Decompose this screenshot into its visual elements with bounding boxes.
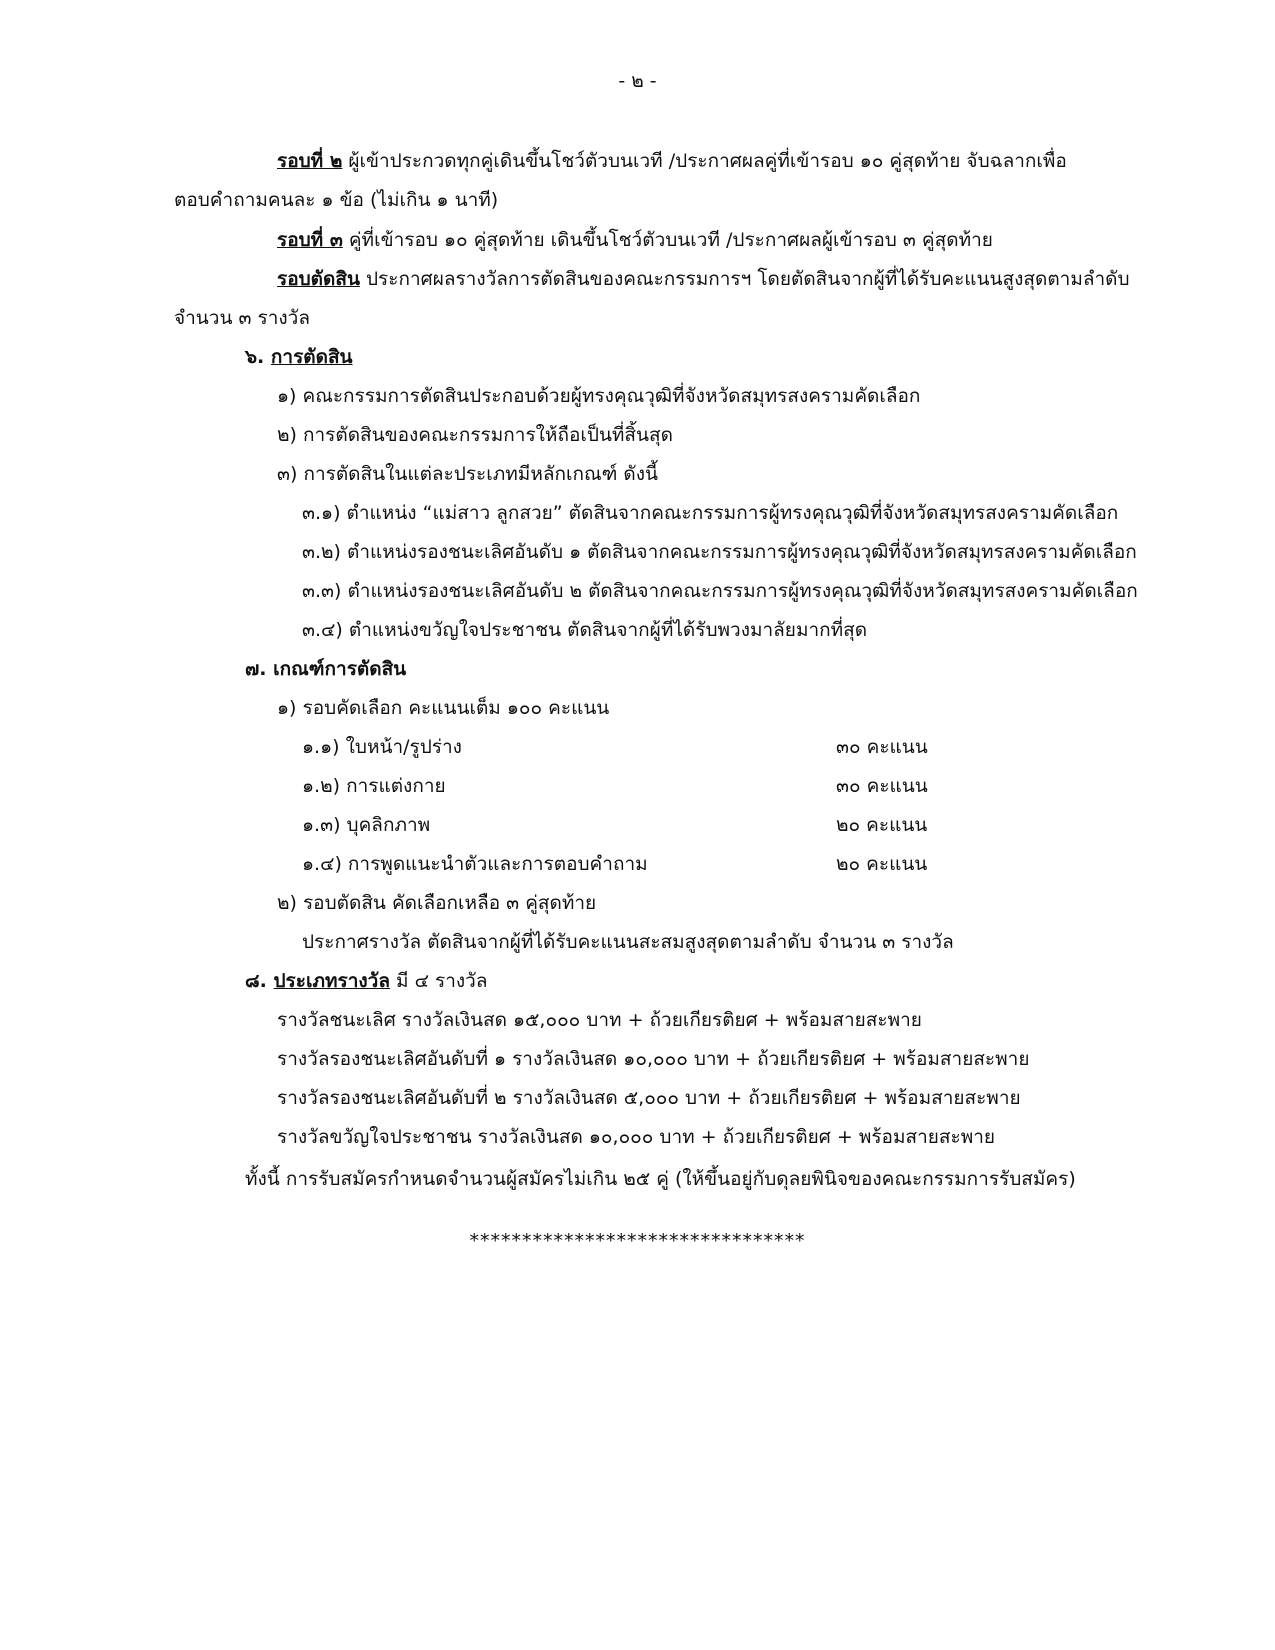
section6-subitem-2: ๓.๒) ตำแหน่งรองชนะเลิศอันดับ ๑ ตัดสินจากคณะกรรมการผู้ทรงคุณวุฒิที่จังหวัดสมุทรสงครามคัดเลือก xyxy=(302,541,1137,563)
section7-item-1: ๑) รอบคัดเลือก คะแนนเต็ม ๑๐๐ คะแนน xyxy=(277,697,610,719)
award-line-4: รางวัลขวัญใจประชาชน รางวัลเงินสด ๑๐,๐๐๐ บาท + ถ้วยเกียรติยศ + พร้อมสายสะพาย xyxy=(277,1126,996,1148)
end-marker: ******************************** xyxy=(469,1230,806,1252)
criteria-points: ๒๐ คะแนน xyxy=(836,853,928,875)
round3-label: รอบที่ ๓ xyxy=(277,229,343,251)
closing-note: ทั้งนี้ การรับสมัครกำหนดจำนวนผู้สมัครไม่เกิน ๒๕ คู่ (ให้ขึ้นอยู่กับดุลยพินิจของคณะกรรมการรับสมัคร) xyxy=(245,1168,1076,1190)
section8-heading xyxy=(245,968,487,994)
award-line-3: รางวัลรองชนะเลิศอันดับที่ ๒ รางวัลเงินสด ๕,๐๐๐ บาท + ถ้วยเกียรติยศ + พร้อมสายสะพาย xyxy=(277,1087,1021,1109)
section6-subitem-3: ๓.๓) ตำแหน่งรองชนะเลิศอันดับ ๒ ตัดสินจากคณะกรรมการผู้ทรงคุณวุฒิที่จังหวัดสมุทรสงครามคัดเลือก xyxy=(302,580,1138,602)
award-line-2: รางวัลรองชนะเลิศอันดับที่ ๑ รางวัลเงินสด ๑๐,๐๐๐ บาท + ถ้วยเกียรติยศ + พร้อมสายสะพาย xyxy=(277,1048,1030,1070)
section8-suffix: มี ๔ รางวัล xyxy=(389,970,488,992)
criteria-points: ๓๐ คะแนน xyxy=(836,736,928,758)
section6-item-1: ๑) คณะกรรมการตัดสินประกอบด้วยผู้ทรงคุณวุฒิที่จังหวัดสมุทรสงครามคัดเลือก xyxy=(277,385,921,407)
section6-heading xyxy=(245,344,353,370)
award-line-1: รางวัลชนะเลิศ รางวัลเงินสด ๑๕,๐๐๐ บาท + ถ้วยเกียรติยศ + พร้อมสายสะพาย xyxy=(277,1009,922,1031)
section7-heading: ๗. เกณฑ์การตัดสิน xyxy=(245,658,407,680)
section7-item-2-detail: ประกาศรางวัล ตัดสินจากผู้ที่ได้รับคะแนนสะสมสูงสุดตามลำดับ จำนวน ๓ รางวัล xyxy=(302,931,954,953)
final-round-text: ประกาศผลรางวัลการตัดสินของคณะกรรมการฯ โดยตัดสินจากผู้ที่ได้รับคะแนนสูงสุดตามลำดับ xyxy=(359,268,1130,290)
page-number: - ๒ - xyxy=(618,70,657,92)
round2-line2: ตอบคำถามคนละ ๑ ข้อ (ไม่เกิน ๑ นาที) xyxy=(174,189,499,211)
final-round-line2: จำนวน ๓ รางวัล xyxy=(174,307,310,329)
round2-text: ผู้เข้าประกวดทุกคู่เดินขึ้นโชว์ตัวบนเวที /ประกาศผลคู่ที่เข้ารอบ ๑๐ คู่สุดท้าย จับฉลากเพื่อ xyxy=(342,150,1067,172)
criteria-row xyxy=(0,773,1275,799)
section8-title: ประเภทรางวัล xyxy=(273,970,390,992)
section6-item-3: ๓) การตัดสินในแต่ละประเภทมีหลักเกณฑ์ ดังนี้ xyxy=(277,463,659,485)
criteria-points: ๓๐ คะแนน xyxy=(836,775,928,797)
criteria-label: ๑.๒) การแต่งกาย xyxy=(302,775,446,797)
round3-text: คู่ที่เข้ารอบ ๑๐ คู่สุดท้าย เดินขึ้นโชว์ตัวบนเวที /ประกาศผลผู้เข้ารอบ ๓ คู่สุดท้าย xyxy=(342,229,993,251)
criteria-row xyxy=(0,851,1275,877)
section6-subitem-4: ๓.๔) ตำแหน่งขวัญใจประชาชน ตัดสินจากผู้ที่ได้รับพวงมาลัยมากที่สุด xyxy=(302,619,868,641)
criteria-points: ๒๐ คะแนน xyxy=(836,814,928,836)
section7-item-2: ๒) รอบตัดสิน คัดเลือกเหลือ ๓ คู่สุดท้าย xyxy=(277,892,597,914)
final-round-line1 xyxy=(277,266,1130,292)
section6-number: ๖. xyxy=(245,346,271,368)
criteria-label: ๑.๑) ใบหน้า/รูปร่าง xyxy=(302,736,462,758)
section8-number: ๘. xyxy=(245,970,274,992)
criteria-label: ๑.๔) การพูดแนะนำตัวและการตอบคำถาม xyxy=(302,853,648,875)
round2-line1 xyxy=(277,148,1067,174)
round3-line xyxy=(277,227,993,253)
criteria-label: ๑.๓) บุคลิกภาพ xyxy=(302,814,431,836)
criteria-row xyxy=(0,812,1275,838)
section6-subitem-1: ๓.๑) ตำแหน่ง “แม่สาว ลูกสวย” ตัดสินจากคณะกรรมการผู้ทรงคุณวุฒิที่จังหวัดสมุทรสงครามคัดเลือก xyxy=(302,502,1119,524)
round2-label: รอบที่ ๒ xyxy=(277,150,343,172)
criteria-row xyxy=(0,734,1275,760)
section6-item-2: ๒) การตัดสินของคณะกรรมการให้ถือเป็นที่สิ้นสุด xyxy=(277,424,673,446)
section6-title: การตัดสิน xyxy=(270,346,353,368)
final-round-label: รอบตัดสิน xyxy=(277,268,360,290)
